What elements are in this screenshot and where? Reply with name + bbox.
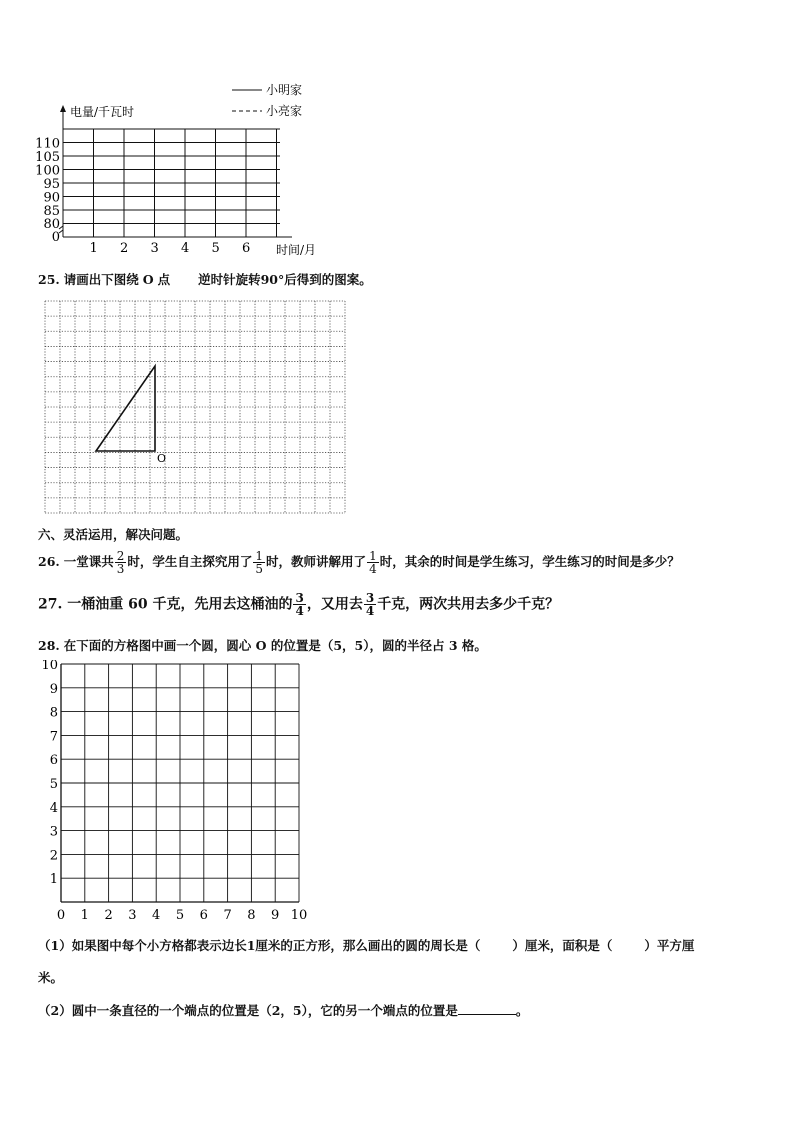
chart-x-tick-label: 6 xyxy=(242,241,251,256)
rotation-grid[interactable] xyxy=(44,300,346,514)
chart-y-tick-label: 0 xyxy=(51,230,60,245)
coord-x-label: 0 xyxy=(56,908,66,923)
chart-y-tick-label: 90 xyxy=(43,190,60,206)
endpoint-answer-blank[interactable] xyxy=(458,1004,516,1015)
coord-x-label: 3 xyxy=(128,908,137,923)
coord-x-label: 7 xyxy=(223,908,232,923)
electricity-line-chart xyxy=(30,80,360,260)
coord-x-label: 1 xyxy=(80,908,89,923)
coord-y-label: 9 xyxy=(49,681,58,697)
coord-x-label: 5 xyxy=(175,908,185,923)
dotted-grid xyxy=(45,301,345,513)
coord-x-label: 6 xyxy=(199,908,208,923)
coordinate-grid-lines xyxy=(61,664,299,902)
legend-item-xiaoming: 小明家 xyxy=(266,83,303,97)
chart-x-tick-label: 1 xyxy=(89,241,98,256)
fraction-1-5: $\frac{1}{5}$ xyxy=(255,549,264,576)
fraction-2-3: $\frac{2}{3}$ xyxy=(116,549,125,576)
coord-x-label: 2 xyxy=(104,908,113,923)
coord-y-label: 6 xyxy=(49,753,58,769)
section-6-heading: 六、灵活运用，解决问题。 xyxy=(38,527,189,542)
question-28-part-1: （1）如果图中每个小方格都表示边长1厘米的正方形，那么画出的圆的周长是（ ）厘米，面积是（ ）平方厘 xyxy=(38,938,695,953)
coord-y-label: 5 xyxy=(49,777,58,792)
chart-y-tick-label: 110 xyxy=(35,136,60,152)
coord-y-label: 3 xyxy=(49,824,58,840)
chart-y-tick-label: 80 xyxy=(43,216,60,232)
chart-x-tick-label: 2 xyxy=(120,241,129,256)
legend-item-xiaoliang: 小亮家 xyxy=(266,104,303,118)
chart-x-tick-label: 3 xyxy=(150,241,159,256)
coordinate-axis-labels xyxy=(41,660,307,923)
question-27: 27. 一桶油重 60 千克，先用去这桶油的 $\frac{3}{4}$ ，又用去 $\frac{3}{4}$ 千克，两次共用去多少千克？ xyxy=(38,591,560,618)
chart-legend xyxy=(232,82,302,118)
coord-y-label: 1 xyxy=(49,872,58,888)
coord-x-label: 9 xyxy=(271,908,280,923)
fraction-3-4-a: $\frac{3}{4}$ xyxy=(295,591,304,618)
chart-y-tick-label: 100 xyxy=(35,163,60,179)
chart-x-tick-label: 5 xyxy=(211,241,220,256)
chart-y-tick-label: 105 xyxy=(35,150,60,165)
question-28-part-2: （2）圆中一条直径的一个端点的位置是（2，5），它的另一个端点的位置是 。 xyxy=(38,1003,529,1018)
chart-y-tick-label: 95 xyxy=(43,177,60,192)
coord-y-label: 7 xyxy=(49,729,58,745)
question-28: 28. 在下面的方格图中画一个圆，圆心 O 的位置是（5，5），圆的半径占 3 格。 xyxy=(38,638,487,653)
fraction-3-4-b: $\frac{3}{4}$ xyxy=(365,591,375,618)
chart-y-arrow xyxy=(60,105,66,112)
chart-grid xyxy=(63,129,280,237)
coord-y-label: 2 xyxy=(49,848,58,864)
coord-x-label: 4 xyxy=(152,908,161,923)
question-28-part-1-cont: 米。 xyxy=(38,970,64,985)
point-o-label: O xyxy=(157,452,167,465)
coord-y-label: 8 xyxy=(49,705,58,721)
coord-y-label: 10 xyxy=(41,660,58,673)
coord-x-label: 8 xyxy=(247,908,256,923)
question-26: 26. 一堂课共 $\frac{2}{3}$ 时，学生自主探究用了 $\frac{1}{5}$ 时，教师讲解用了 $\frac{1}{4}$ 时，其余的时间是学生练习，学生练习的时间是多少？ xyxy=(38,549,680,576)
coord-y-label: 4 xyxy=(49,800,58,816)
fraction-1-4: $\frac{1}{4}$ xyxy=(369,549,377,576)
coordinate-grid[interactable] xyxy=(36,660,316,926)
chart-x-tick-label: 4 xyxy=(181,241,190,256)
chart-y-tick-label: 85 xyxy=(43,204,60,219)
chart-ylabel: 电量/千瓦时 xyxy=(70,105,135,119)
question-25: 25. 请画出下图绕 O 点 逆时针旋转90°后得到的图案。 xyxy=(38,272,372,287)
coord-x-label: 10 xyxy=(290,908,308,923)
chart-xlabel: 时间/月 xyxy=(276,243,317,257)
